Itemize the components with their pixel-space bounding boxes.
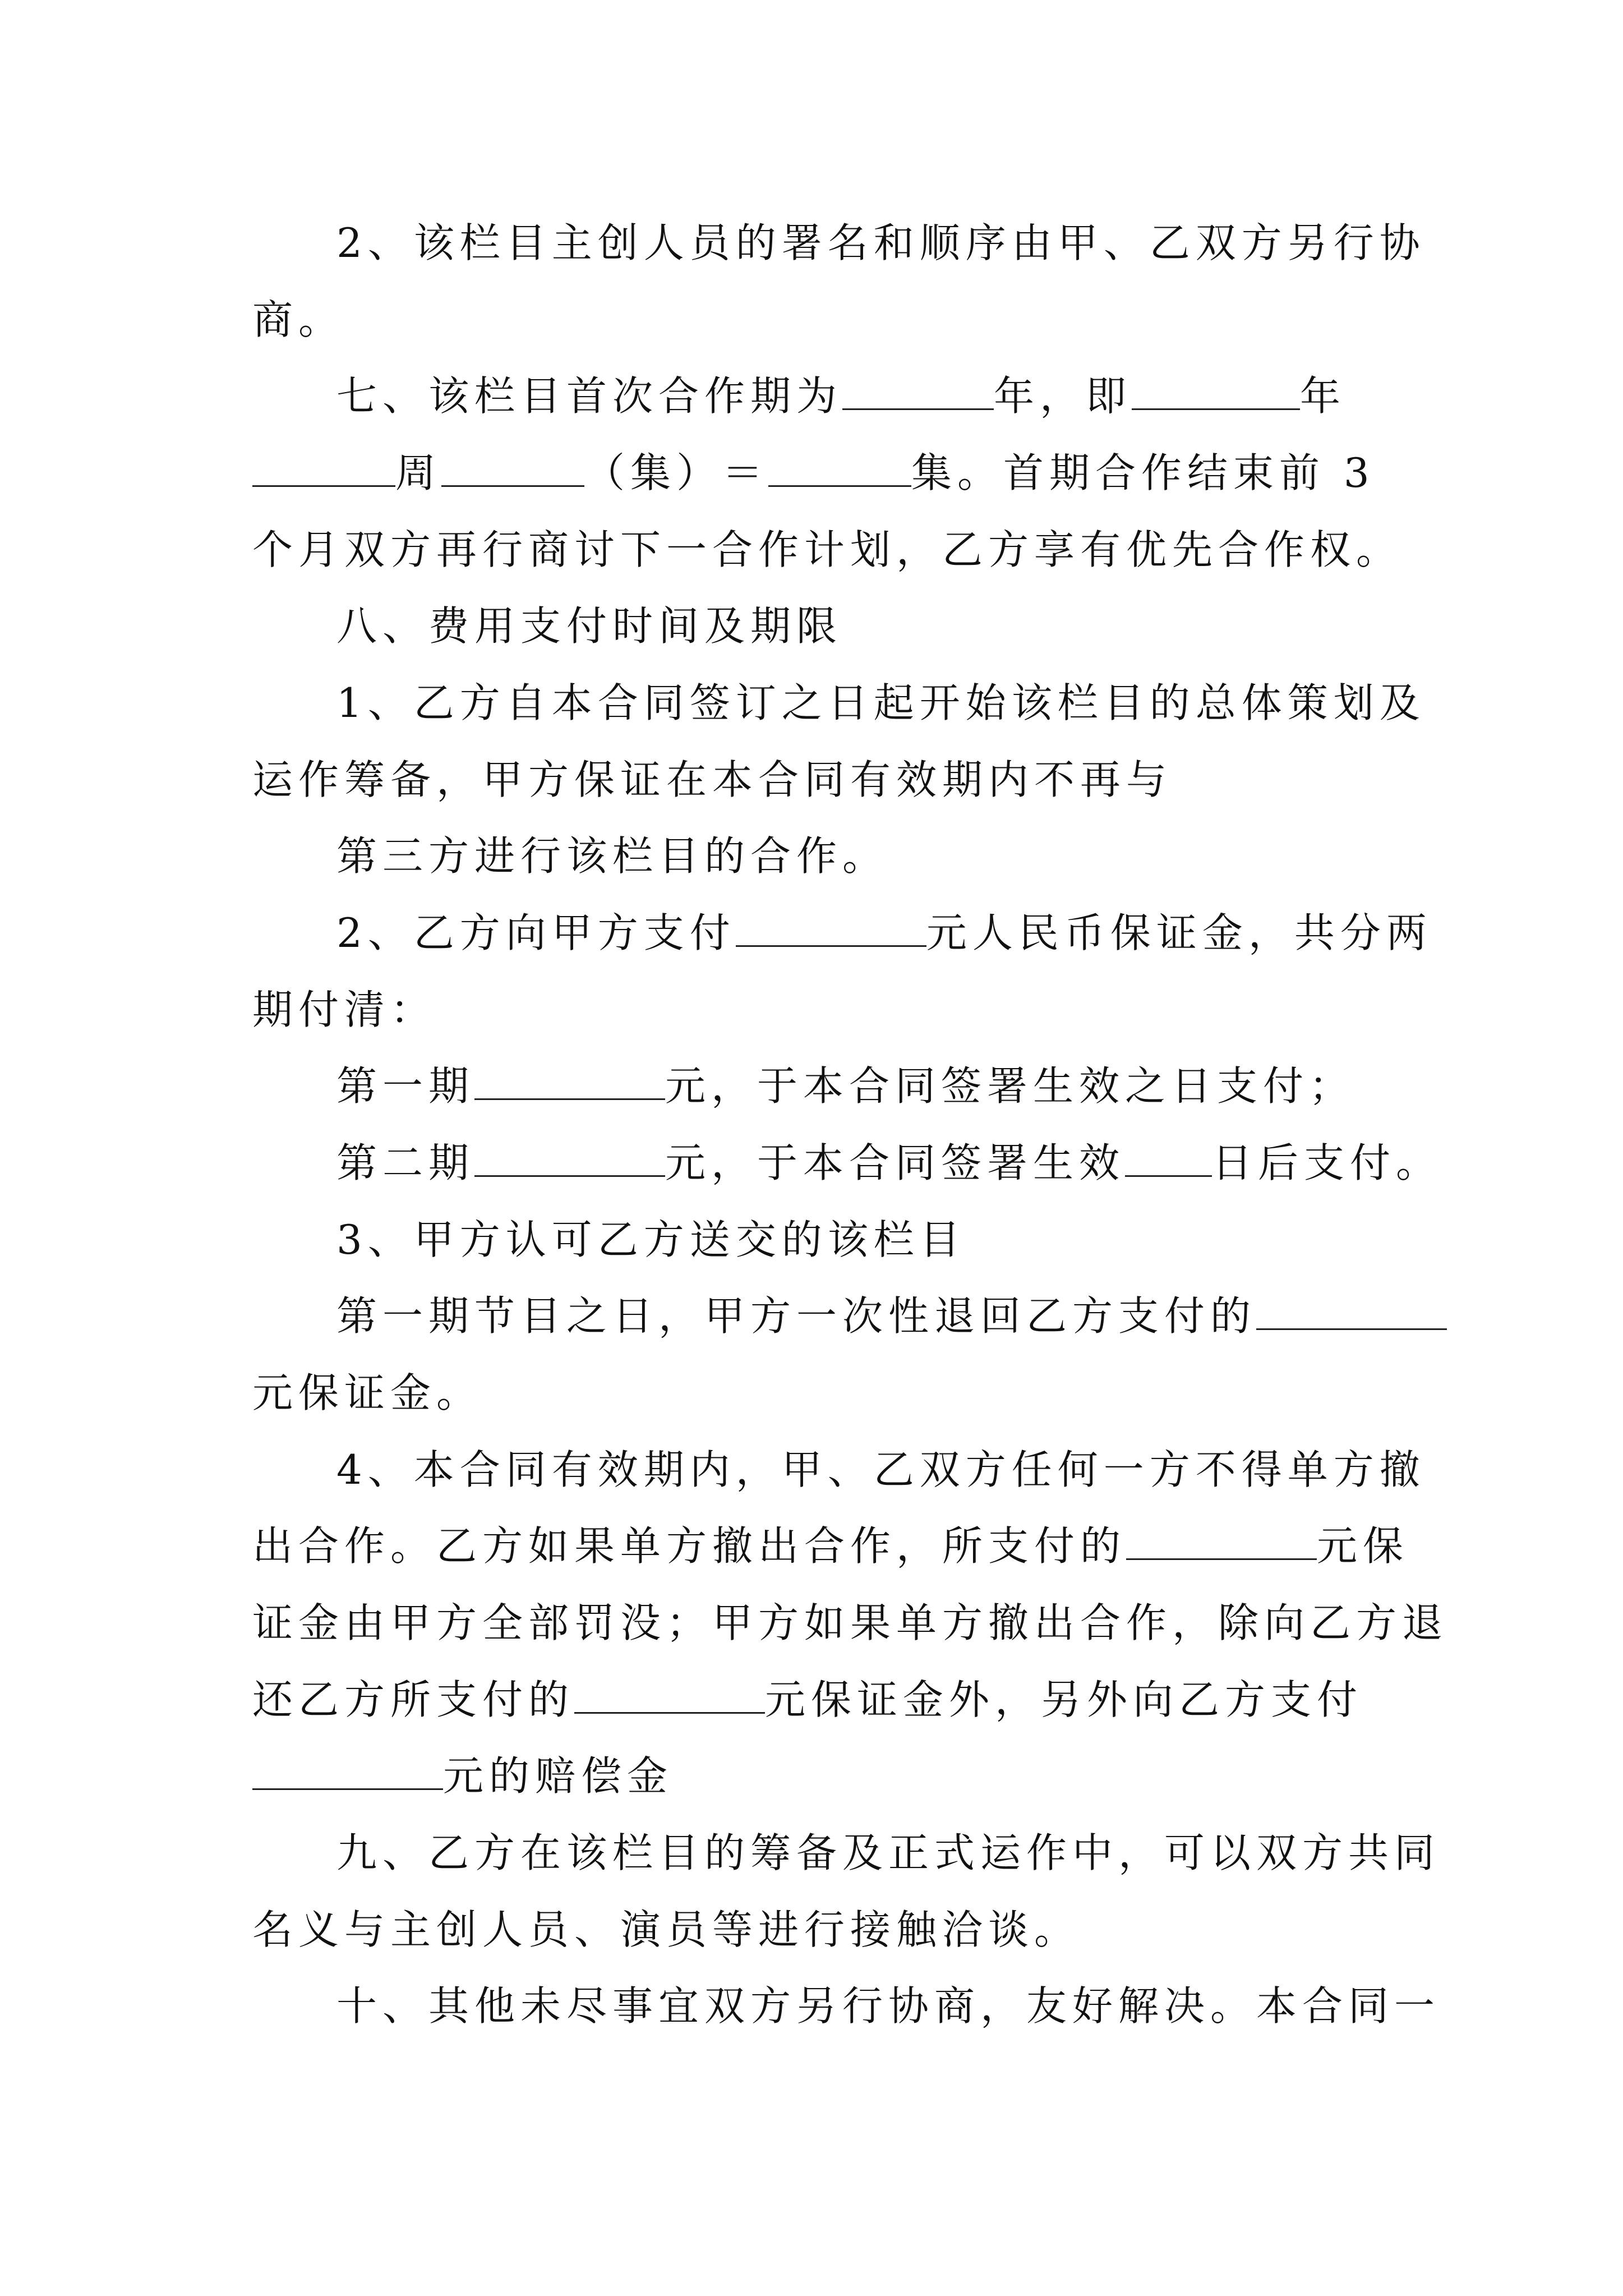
clause-text: 元保证金。 [252, 1369, 483, 1416]
clause-text: 年，即 [994, 372, 1132, 420]
text-line [252, 1595, 1448, 1651]
text-line [336, 828, 888, 884]
clause-text: 2、乙方向甲方支付 [336, 909, 736, 956]
clause-text: 周 [395, 449, 442, 496]
clause-text: 还乙方所支付的 [252, 1676, 575, 1723]
text-line [252, 1518, 1409, 1574]
clause-text: 3、甲方认可乙方送交的该栏目 [336, 1216, 966, 1263]
text-line [336, 1288, 1447, 1344]
clause-text: 证金由甲方全部罚没；甲方如果单方撤出合作，除向乙方退 [252, 1599, 1449, 1646]
text-line [336, 1135, 1442, 1191]
blank-field [252, 446, 395, 487]
clause-text: 年 [1300, 372, 1347, 420]
clause-text: 4、本合同有效期内，甲、乙双方任何一方不得单方撤 [336, 1446, 1426, 1493]
text-line [252, 752, 1172, 808]
blank-field [768, 446, 911, 487]
text-line [336, 1442, 1426, 1498]
text-line [336, 1058, 1355, 1114]
text-line [336, 1212, 966, 1268]
clause-text: 元保证金外，另外向乙方支付 [765, 1676, 1363, 1723]
clause-text: 个月双方再行商讨下一合作计划，乙方享有优先合作权。 [252, 526, 1403, 573]
text-line [252, 982, 436, 1038]
clause-text: （集）＝ [584, 449, 769, 496]
clause-text: 2、该栏目主创人员的署名和顺序由甲、乙双方另行协 [336, 219, 1426, 266]
text-line [252, 445, 1375, 501]
clause-text: 集。首期合作结束前 3 [911, 449, 1375, 496]
text-line [252, 1672, 1363, 1728]
blank-field [1132, 369, 1300, 410]
blank-field [474, 1059, 665, 1100]
clause-text: 第一期节目之日，甲方一次性退回乙方支付的 [336, 1292, 1257, 1340]
blank-field [1126, 1519, 1317, 1560]
text-line [336, 1978, 1440, 2034]
blank-field [252, 1749, 443, 1790]
clause-text: 元的赔偿金 [443, 1752, 674, 1800]
clause-text: 出合作。乙方如果单方撤出合作，所支付的 [252, 1522, 1127, 1570]
text-line [336, 905, 1432, 961]
text-line [336, 368, 1346, 424]
clause-text: 元，于本合同签署生效 [665, 1139, 1126, 1186]
text-line [252, 292, 344, 348]
text-line [336, 1825, 1440, 1881]
text-line [252, 522, 1402, 578]
clause-text: 元，于本合同签署生效之日支付； [665, 1062, 1355, 1110]
text-line [336, 675, 1426, 731]
clause-text: 期付清： [252, 986, 437, 1033]
clause-text: 第二期 [336, 1139, 475, 1186]
blank-field [842, 369, 994, 410]
text-line [336, 215, 1426, 271]
clause-text: 运作筹备，甲方保证在本合同有效期内不再与 [252, 756, 1173, 803]
clause-text: 1、乙方自本合同签订之日起开始该栏目的总体策划及 [336, 679, 1426, 726]
text-line [252, 1902, 1080, 1958]
clause-text: 日后支付。 [1212, 1139, 1442, 1186]
clause-text: 元人民币保证金，共分两 [926, 909, 1432, 956]
text-line [252, 1748, 673, 1804]
clause-text: 第一期 [336, 1062, 475, 1110]
heading-text: 八、费用支付时间及期限 [336, 602, 843, 650]
section-heading [336, 598, 842, 654]
clause-text: 九、乙方在该栏目的筹备及正式运作中，可以双方共同 [336, 1829, 1441, 1876]
clause-text: 商。 [252, 296, 345, 343]
clause-text: 第三方进行该栏目的合作。 [336, 832, 889, 880]
blank-field [1125, 1136, 1212, 1177]
blank-field [474, 1136, 665, 1177]
clause-text: 十、其他未尽事宜双方另行协商，友好解决。本合同一 [336, 1982, 1441, 2030]
clause-text: 七、该栏目首次合作期为 [336, 372, 843, 420]
text-line [252, 1365, 482, 1421]
blank-field [574, 1673, 765, 1714]
blank-field [1256, 1289, 1447, 1330]
blank-field [441, 446, 584, 487]
blank-field [736, 906, 926, 947]
clause-text: 元保 [1317, 1522, 1409, 1570]
clause-text: 名义与主创人员、演员等进行接触洽谈。 [252, 1906, 1081, 1953]
